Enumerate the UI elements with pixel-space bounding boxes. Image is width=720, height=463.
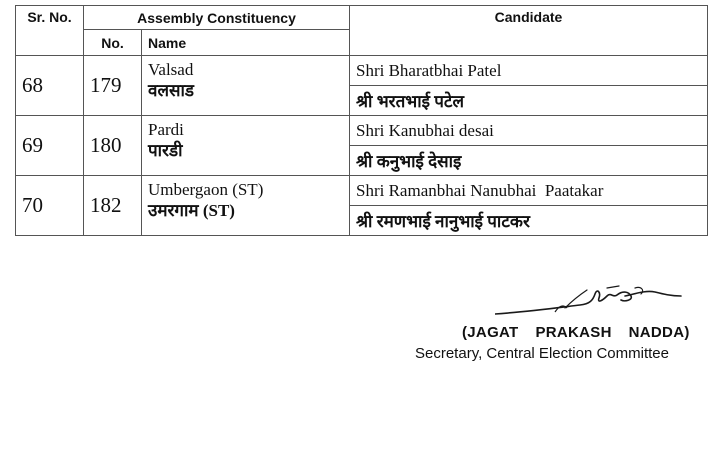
- ac-no-header: No.: [84, 30, 142, 56]
- ac-no-cell: 182: [84, 176, 142, 236]
- candidate-header: Candidate: [350, 6, 708, 56]
- ac-no-cell: 179: [84, 56, 142, 116]
- ac-name-cell: [142, 56, 350, 116]
- ac-name-cell: [142, 176, 350, 236]
- ac-name-english: Pardi: [148, 120, 184, 139]
- ac-name-header: Name: [142, 30, 350, 56]
- signatory-title: Secretary, Central Election Committee: [415, 345, 669, 362]
- signature-image: [495, 278, 685, 328]
- ac-name-hindi: पारडी: [148, 141, 183, 160]
- candidate-name-english: Shri Kanubhai desai: [350, 116, 708, 146]
- table-row: [16, 56, 708, 86]
- sr-no-cell: 70: [16, 176, 84, 236]
- ac-name-hindi: वलसाड: [148, 81, 194, 100]
- candidate-name-english: Shri Ramanbhai Nanubhai Paatakar: [350, 176, 708, 206]
- table-row: [16, 116, 708, 146]
- ac-name-english: Valsad: [148, 60, 194, 79]
- ac-no-cell: 180: [84, 116, 142, 176]
- candidate-name-english: Shri Bharatbhai Patel: [350, 56, 708, 86]
- assembly-constituency-header: Assembly Constituency: [84, 6, 350, 30]
- ac-name-english: Umbergaon (ST): [148, 180, 264, 199]
- candidate-name-hindi: श्री कनुभाई देसाइ: [350, 146, 708, 176]
- ac-name-hindi: उमरगाम (ST): [148, 201, 235, 220]
- candidates-table: [15, 5, 708, 236]
- sr-no-header: Sr. No.: [16, 6, 84, 56]
- table-row: [16, 176, 708, 206]
- sr-no-cell: 68: [16, 56, 84, 116]
- candidate-name-hindi: श्री रमणभाई नानुभाई पाटकर: [350, 206, 708, 236]
- signatory-name: (JAGAT PRAKASH NADDA): [462, 324, 690, 341]
- ac-name-cell: [142, 116, 350, 176]
- sr-no-cell: 69: [16, 116, 84, 176]
- candidate-name-hindi: श्री भरतभाई पटेल: [350, 86, 708, 116]
